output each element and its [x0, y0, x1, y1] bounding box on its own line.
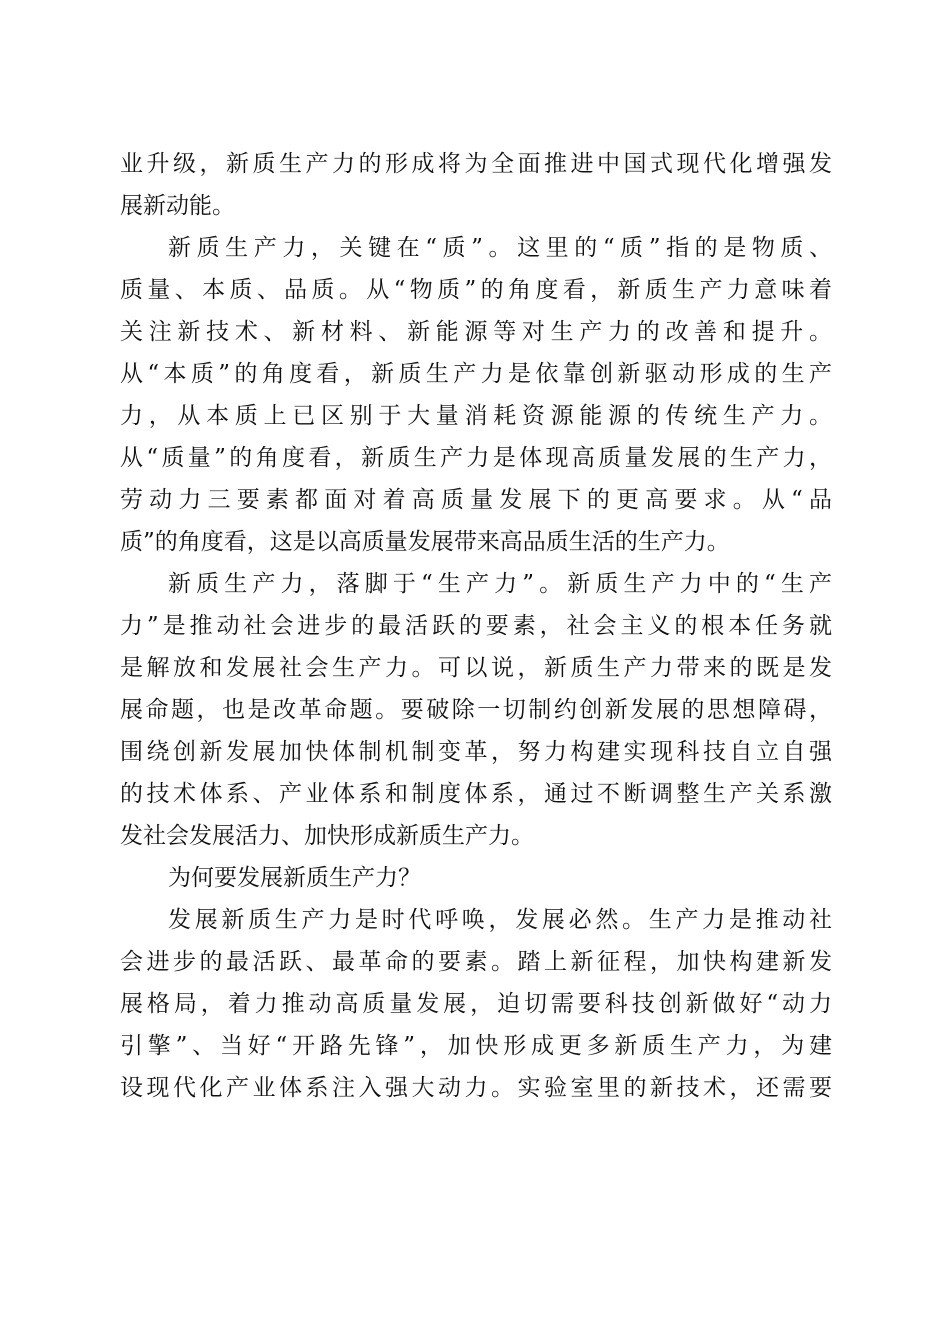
- paragraph-5: [120, 899, 832, 1109]
- text-line: 力，从本质上已区别于大量消耗资源能源的传统生产力。: [120, 403, 832, 429]
- text-line: 从“本质”的角度看，新质生产力是依靠创新驱动形成的生产: [120, 361, 832, 387]
- text-line: 展命题，也是改革命题。要破除一切制约创新发展的思想障碍，: [120, 697, 832, 723]
- text-line: 质量、本质、品质。从“物质”的角度看，新质生产力意味着: [120, 277, 832, 303]
- text-line: 新质生产力，关键在“质”。这里的“质”指的是物质、: [168, 235, 832, 261]
- text-line: 业升级，新质生产力的形成将为全面推进中国式现代化增强发: [120, 151, 832, 177]
- text-line: 设现代化产业体系注入强大动力。实验室里的新技术，还需要: [120, 1075, 832, 1101]
- text-line: 劳动力三要素都面对着高质量发展下的更高要求。从“品: [120, 487, 832, 513]
- text-line: 的技术体系、产业体系和制度体系，通过不断调整生产关系激: [120, 781, 832, 807]
- text-line: 发展新质生产力是时代呼唤，发展必然。生产力是推动社: [168, 907, 832, 933]
- text-line: 围绕创新发展加快体制机制变革，努力构建实现科技自立自强: [120, 739, 832, 765]
- paragraph-3: [120, 563, 832, 857]
- text-line: 展新动能。: [120, 193, 235, 219]
- text-line: 为何要发展新质生产力？: [168, 865, 421, 891]
- paragraph-2: [120, 227, 832, 563]
- text-line: 从“质量”的角度看，新质生产力是体现高质量发展的生产力，: [120, 445, 832, 471]
- body-text: [120, 143, 832, 1109]
- text-line: 是解放和发展社会生产力。可以说，新质生产力带来的既是发: [120, 655, 832, 681]
- text-line: 发社会发展活力、加快形成新质生产力。: [120, 823, 534, 849]
- text-line: 引擎”、当好“开路先锋”，加快形成更多新质生产力，为建: [120, 1033, 832, 1059]
- text-line: 会进步的最活跃、最革命的要素。踏上新征程，加快构建新发: [120, 949, 832, 975]
- paragraph-1: [120, 143, 832, 227]
- text-line: 新质生产力，落脚于“生产力”。新质生产力中的“生产: [168, 571, 832, 597]
- text-line: 质”的角度看，这是以高质量发展带来高品质生活的生产力。: [120, 529, 730, 555]
- text-line: 关注新技术、新材料、新能源等对生产力的改善和提升。: [120, 319, 832, 345]
- section-question: [120, 857, 832, 899]
- text-line: 展格局，着力推动高质量发展，迫切需要科技创新做好“动力: [120, 991, 832, 1017]
- text-line: 力”是推动社会进步的最活跃的要素，社会主义的根本任务就: [120, 613, 832, 639]
